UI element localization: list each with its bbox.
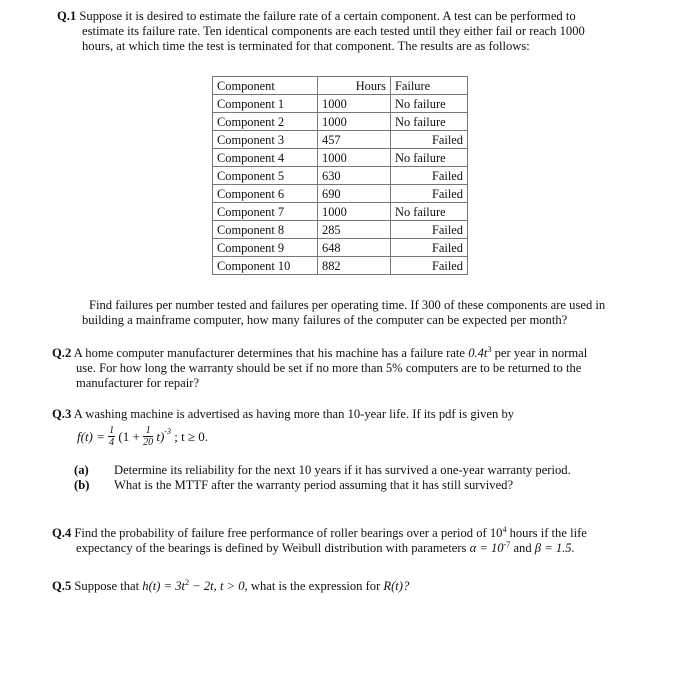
part-b-text: What is the MTTF after the warranty period assuming that it has still survived? xyxy=(114,478,514,492)
beta-parameter: β = 1.5. xyxy=(534,541,575,555)
question-3-label: Q.3 xyxy=(52,407,72,421)
table-row xyxy=(213,185,468,203)
reliability-function: R(t)? xyxy=(383,579,410,593)
question-2-line-1a: A home computer manufacturer determines that his machine has a failure rate xyxy=(73,346,466,360)
cell-failure: Failed xyxy=(391,257,468,275)
task-line-2: building a mainframe computer, how many failures of the computer can be expected per month? xyxy=(82,313,568,327)
question-1-line-3: hours, at which time the test is terminated for that component. The results are as follows: xyxy=(82,39,530,53)
question-1-task xyxy=(82,298,642,328)
question-4-line-2a: expectancy of the bearings is defined by Weibull distribution with parameters xyxy=(76,541,467,555)
and-text: and xyxy=(513,541,532,555)
cell-hours: 285 xyxy=(318,221,391,239)
failure-rate-exponent: 3 xyxy=(487,344,492,354)
cell-component: Component 6 xyxy=(213,185,318,203)
cell-component: Component 1 xyxy=(213,95,318,113)
question-1-label: Q.1 xyxy=(57,9,77,23)
pdf-formula xyxy=(77,425,377,459)
cell-failure: Failed xyxy=(391,185,468,203)
table-row xyxy=(213,131,468,149)
formula-condition: ; t ≥ 0. xyxy=(174,429,209,444)
cell-component: Component 9 xyxy=(213,239,318,257)
formula-open: (1 + xyxy=(118,429,140,444)
table-row xyxy=(213,149,468,167)
question-3-line-1: A washing machine is advertised as having more than 10-year life. If its pdf is given by xyxy=(73,407,515,421)
question-2-label: Q.2 xyxy=(52,346,72,360)
formula-fraction-1 xyxy=(108,425,115,448)
question-1-line-2: estimate its failure rate. Ten identical components are each tested until they either fail or reach 1000 xyxy=(82,24,585,38)
cell-hours: 648 xyxy=(318,239,391,257)
part-a-label: (a) xyxy=(74,463,89,477)
formula-exponent: -3 xyxy=(164,427,171,437)
results-table xyxy=(212,76,468,275)
question-4 xyxy=(52,526,642,556)
cell-component: Component 3 xyxy=(213,131,318,149)
task-line-1: Find failures per number tested and failures per operating time. If 300 of these components are used in xyxy=(89,298,606,312)
cell-hours: 1000 xyxy=(318,113,391,131)
fraction-1-denominator: 4 xyxy=(109,437,115,448)
table-row xyxy=(213,95,468,113)
header-component: Component xyxy=(213,77,318,95)
table-row xyxy=(213,257,468,275)
cell-failure: Failed xyxy=(391,221,468,239)
cell-failure: Failed xyxy=(391,131,468,149)
question-4-label: Q.4 xyxy=(52,526,72,540)
table-row xyxy=(213,113,468,131)
table-row xyxy=(213,221,468,239)
part-a-text: Determine its reliability for the next 10 years if it has survived a one-year warranty period. xyxy=(114,463,571,477)
cell-component: Component 2 xyxy=(213,113,318,131)
header-failure: Failure xyxy=(391,77,468,95)
formula-lhs: f(t) = xyxy=(77,429,105,444)
cell-failure: No failure xyxy=(391,95,468,113)
table-header-row xyxy=(213,77,468,95)
cell-hours: 690 xyxy=(318,185,391,203)
question-2 xyxy=(52,346,637,391)
question-3 xyxy=(52,407,637,422)
question-4-line-1a: Find the probability of failure free performance of roller bearings over a period of 10 xyxy=(74,526,503,540)
cell-hours: 630 xyxy=(318,167,391,185)
cell-failure: No failure xyxy=(391,113,468,131)
question-4-line-1b: hours if the life xyxy=(506,526,587,540)
question-3-part-a xyxy=(74,463,634,478)
table-row xyxy=(213,167,468,185)
hazard-function: h(t) = 3t xyxy=(142,579,186,593)
cell-failure: No failure xyxy=(391,149,468,167)
formula-close: t) xyxy=(156,429,165,444)
question-2-line-3: manufacturer for repair? xyxy=(76,376,200,390)
cell-component: Component 4 xyxy=(213,149,318,167)
fraction-2-numerator: 1 xyxy=(143,425,153,437)
fraction-2-denominator: 20 xyxy=(143,437,154,448)
cell-hours: 1000 xyxy=(318,149,391,167)
alpha-exponent: -7 xyxy=(503,539,511,549)
cell-hours: 1000 xyxy=(318,203,391,221)
table-row xyxy=(213,203,468,221)
table-row xyxy=(213,239,468,257)
question-4-line-2 xyxy=(52,541,642,556)
part-b-label: (b) xyxy=(74,478,90,492)
question-3-part-b xyxy=(74,478,634,493)
cell-hours: 1000 xyxy=(318,95,391,113)
hours-exponent: 4 xyxy=(502,524,507,534)
formula-fraction-2 xyxy=(143,425,153,448)
question-2-line-2: use. For how long the warranty should be set if no more than 5% computers are to be returned to the xyxy=(76,361,582,375)
question-5 xyxy=(52,579,642,594)
cell-component: Component 7 xyxy=(213,203,318,221)
cell-failure: Failed xyxy=(391,167,468,185)
cell-component: Component 8 xyxy=(213,221,318,239)
question-5-text-a: Suppose that xyxy=(74,579,140,593)
cell-component: Component 10 xyxy=(213,257,318,275)
question-1-line-1: Suppose it is desired to estimate the failure rate of a certain component. A test can be performed to xyxy=(79,9,576,23)
cell-hours: 457 xyxy=(318,131,391,149)
cell-failure: Failed xyxy=(391,239,468,257)
alpha-parameter: α = 10 xyxy=(469,541,504,555)
header-hours: Hours xyxy=(318,77,391,95)
fraction-1-numerator: 1 xyxy=(109,425,115,436)
cell-failure: No failure xyxy=(391,203,468,221)
question-5-text-b: what is the expression for xyxy=(250,579,381,593)
hazard-function-rest: − 2t, t > 0, xyxy=(189,579,248,593)
question-2-line-1b: per year in normal xyxy=(494,346,588,360)
failure-rate-expression: 0.4t xyxy=(468,346,488,360)
cell-hours: 882 xyxy=(318,257,391,275)
question-5-label: Q.5 xyxy=(52,579,72,593)
question-1 xyxy=(57,9,637,54)
cell-component: Component 5 xyxy=(213,167,318,185)
hazard-exponent: 2 xyxy=(185,577,190,587)
